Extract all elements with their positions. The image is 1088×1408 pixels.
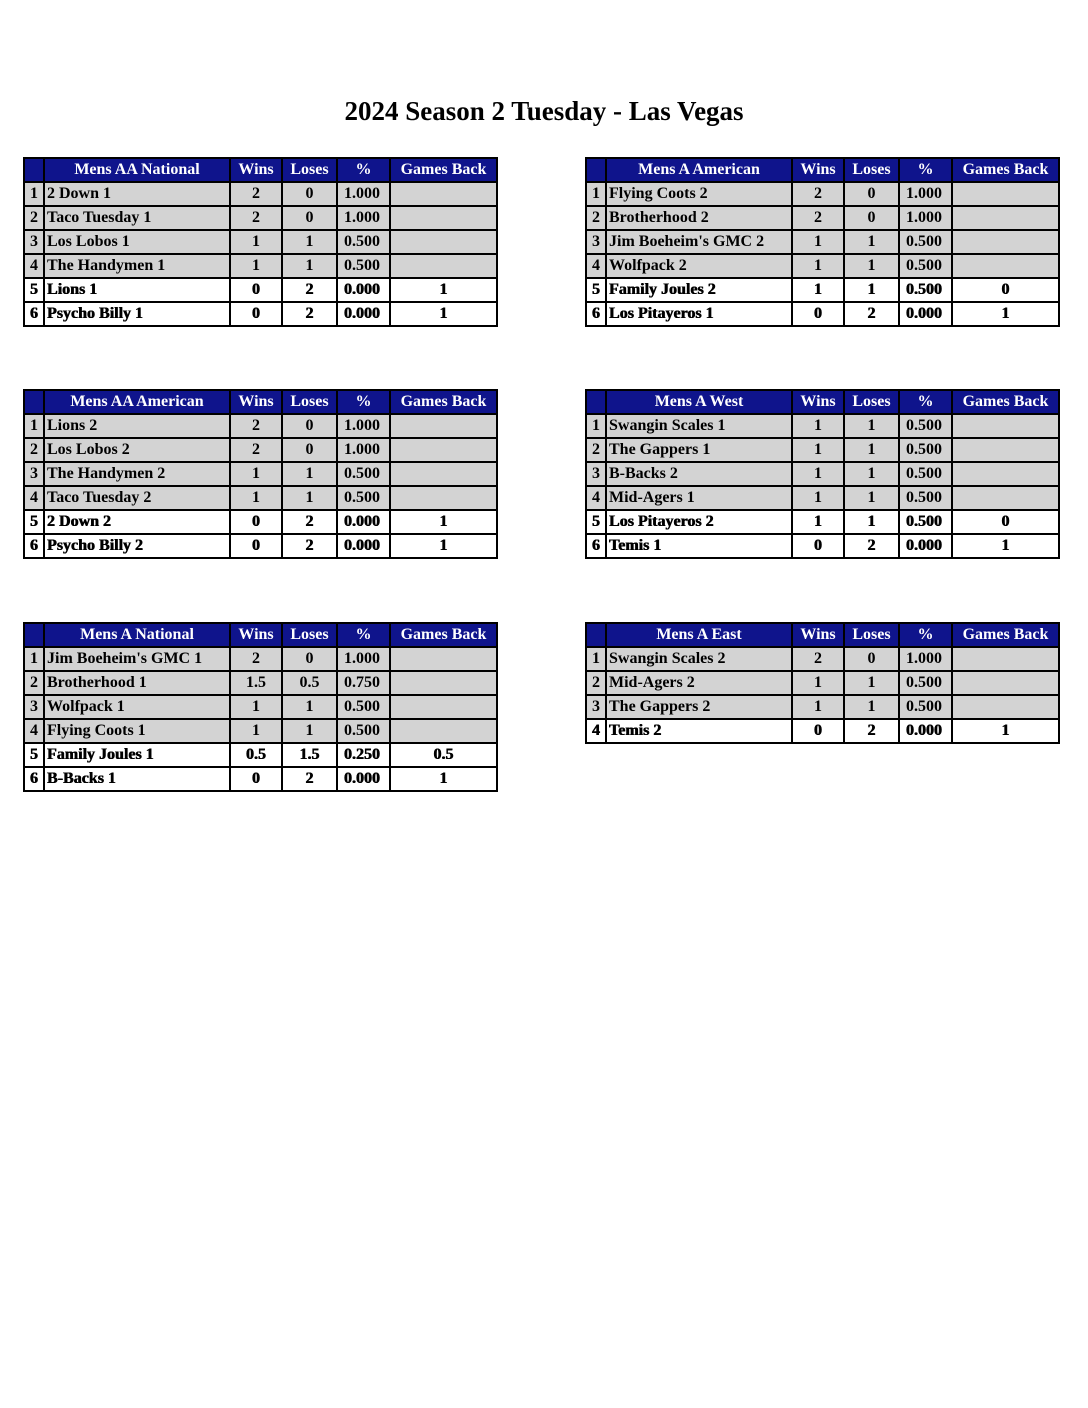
page-title: 2024 Season 2 Tuesday - Las Vegas: [344, 96, 744, 126]
standings-table-mens-a-west: [585, 389, 1060, 559]
standings-table-mens-aa-american: [23, 389, 498, 559]
table-row: [586, 438, 1059, 462]
games-back-cell: 1: [390, 278, 497, 302]
loses-cell: 0: [282, 438, 337, 462]
wins-cell: 2: [230, 414, 282, 438]
loses-cell: 1: [282, 695, 337, 719]
rank-cell: 1: [24, 414, 44, 438]
rank-cell: 3: [24, 695, 44, 719]
wins-cell: 1: [792, 486, 844, 510]
games-back-cell: [390, 254, 497, 278]
rank-cell: 6: [24, 302, 44, 326]
column-header-games-back: Games Back: [390, 623, 497, 647]
loses-cell: 1: [844, 486, 899, 510]
wins-cell: 0: [230, 302, 282, 326]
table-row: [586, 302, 1059, 326]
team-name-cell: Wolfpack 2: [606, 254, 792, 278]
wins-cell: 2: [230, 438, 282, 462]
rank-cell: 5: [586, 510, 606, 534]
pct-cell: 0.500: [337, 486, 390, 510]
pct-cell: 1.000: [337, 206, 390, 230]
games-back-cell: [952, 206, 1059, 230]
header-rank-cell: [24, 623, 44, 647]
column-header-games-back: Games Back: [952, 390, 1059, 414]
wins-cell: 1: [230, 230, 282, 254]
column-header-pct: %: [899, 390, 952, 414]
wins-cell: 2: [230, 182, 282, 206]
column-header-loses: Loses: [844, 623, 899, 647]
team-name-cell: The Handymen 1: [44, 254, 230, 278]
loses-cell: 1: [844, 671, 899, 695]
team-name-cell: Los Pitayeros 1: [606, 302, 792, 326]
column-header-loses: Loses: [282, 390, 337, 414]
pct-cell: 0.000: [337, 510, 390, 534]
loses-cell: 0: [282, 206, 337, 230]
loses-cell: 0: [844, 206, 899, 230]
games-back-cell: [952, 438, 1059, 462]
column-header-loses: Loses: [282, 623, 337, 647]
header-rank-cell: [24, 390, 44, 414]
table-header-row: [24, 623, 497, 647]
team-name-cell: Lions 1: [44, 278, 230, 302]
team-name-cell: The Handymen 2: [44, 462, 230, 486]
team-name-cell: Family Joules 2: [606, 278, 792, 302]
column-header-pct: %: [899, 623, 952, 647]
team-name-cell: Taco Tuesday 1: [44, 206, 230, 230]
loses-cell: 1: [844, 414, 899, 438]
rank-cell: 5: [24, 278, 44, 302]
wins-cell: 2: [792, 182, 844, 206]
rank-cell: 3: [24, 230, 44, 254]
loses-cell: 1: [844, 438, 899, 462]
table-row: [586, 695, 1059, 719]
team-name-cell: B-Backs 2: [606, 462, 792, 486]
division-name: Mens A National: [44, 623, 230, 647]
column-header-pct: %: [337, 390, 390, 414]
pct-cell: 0.000: [899, 719, 952, 743]
games-back-cell: [952, 182, 1059, 206]
team-name-cell: Los Lobos 1: [44, 230, 230, 254]
wins-cell: 0: [230, 510, 282, 534]
pct-cell: 0.500: [899, 254, 952, 278]
pct-cell: 0.750: [337, 671, 390, 695]
games-back-cell: [952, 647, 1059, 671]
loses-cell: 0: [282, 414, 337, 438]
games-back-cell: [952, 695, 1059, 719]
pct-cell: 1.000: [337, 438, 390, 462]
team-name-cell: Temis 1: [606, 534, 792, 558]
loses-cell: 1: [282, 486, 337, 510]
games-back-cell: 1: [390, 767, 497, 791]
table-row: [586, 534, 1059, 558]
loses-cell: 2: [844, 534, 899, 558]
table-row: [24, 254, 497, 278]
column-header-pct: %: [337, 158, 390, 182]
wins-cell: 1: [792, 510, 844, 534]
loses-cell: 2: [282, 534, 337, 558]
team-name-cell: Flying Coots 2: [606, 182, 792, 206]
table-row: [24, 510, 497, 534]
team-name-cell: Taco Tuesday 2: [44, 486, 230, 510]
loses-cell: 0: [282, 647, 337, 671]
games-back-cell: [952, 414, 1059, 438]
wins-cell: 1: [230, 695, 282, 719]
wins-cell: 1: [792, 414, 844, 438]
pct-cell: 0.500: [899, 438, 952, 462]
games-back-cell: 1: [390, 302, 497, 326]
games-back-cell: 0: [952, 278, 1059, 302]
rank-cell: 3: [24, 462, 44, 486]
pct-cell: 0.500: [899, 510, 952, 534]
loses-cell: 1: [282, 254, 337, 278]
team-name-cell: Family Joules 1: [44, 743, 230, 767]
pct-cell: 0.000: [337, 534, 390, 558]
wins-cell: 1: [230, 719, 282, 743]
games-back-cell: 1: [952, 719, 1059, 743]
table-row: [24, 486, 497, 510]
rank-cell: 3: [586, 695, 606, 719]
games-back-cell: 1: [952, 302, 1059, 326]
pct-cell: 0.500: [337, 695, 390, 719]
standings-table-mens-a-national: [23, 622, 498, 792]
pct-cell: 0.500: [899, 462, 952, 486]
rank-cell: 6: [24, 534, 44, 558]
games-back-cell: [952, 486, 1059, 510]
column-header-pct: %: [337, 623, 390, 647]
team-name-cell: Wolfpack 1: [44, 695, 230, 719]
table-header-row: [586, 390, 1059, 414]
column-header-wins: Wins: [230, 158, 282, 182]
table-row: [24, 182, 497, 206]
column-header-wins: Wins: [792, 158, 844, 182]
header-rank-cell: [586, 623, 606, 647]
table-row: [586, 486, 1059, 510]
table-row: [24, 671, 497, 695]
table-row: [24, 534, 497, 558]
games-back-cell: 0.5: [390, 743, 497, 767]
wins-cell: 0: [230, 278, 282, 302]
column-header-wins: Wins: [230, 390, 282, 414]
rank-cell: 4: [586, 486, 606, 510]
rank-cell: 3: [586, 230, 606, 254]
loses-cell: 2: [844, 719, 899, 743]
column-header-games-back: Games Back: [952, 623, 1059, 647]
games-back-cell: [390, 438, 497, 462]
pct-cell: 0.500: [899, 414, 952, 438]
team-name-cell: 2 Down 2: [44, 510, 230, 534]
table-row: [586, 462, 1059, 486]
pct-cell: 1.000: [899, 182, 952, 206]
pct-cell: 0.500: [337, 719, 390, 743]
games-back-cell: [952, 230, 1059, 254]
rank-cell: 4: [586, 719, 606, 743]
loses-cell: 1: [844, 230, 899, 254]
games-back-cell: 1: [390, 510, 497, 534]
pct-cell: 0.500: [337, 462, 390, 486]
pct-cell: 0.500: [337, 230, 390, 254]
table-row: [24, 743, 497, 767]
rank-cell: 4: [24, 254, 44, 278]
pct-cell: 0.500: [899, 278, 952, 302]
loses-cell: 1: [844, 462, 899, 486]
wins-cell: 0: [792, 719, 844, 743]
table-row: [586, 647, 1059, 671]
loses-cell: 0: [844, 182, 899, 206]
rank-cell: 1: [24, 647, 44, 671]
wins-cell: 1: [792, 254, 844, 278]
loses-cell: 1: [282, 719, 337, 743]
loses-cell: 1: [844, 695, 899, 719]
pct-cell: 0.500: [899, 486, 952, 510]
pct-cell: 0.000: [337, 767, 390, 791]
wins-cell: 1: [792, 695, 844, 719]
games-back-cell: [952, 462, 1059, 486]
column-header-pct: %: [899, 158, 952, 182]
wins-cell: 0.5: [230, 743, 282, 767]
header-rank-cell: [586, 390, 606, 414]
pct-cell: 0.500: [899, 671, 952, 695]
rank-cell: 1: [586, 647, 606, 671]
wins-cell: 1: [792, 671, 844, 695]
pct-cell: 1.000: [337, 414, 390, 438]
wins-cell: 0: [230, 534, 282, 558]
games-back-cell: [390, 647, 497, 671]
loses-cell: 1: [844, 278, 899, 302]
table-row: [586, 510, 1059, 534]
header-rank-cell: [24, 158, 44, 182]
team-name-cell: 2 Down 1: [44, 182, 230, 206]
team-name-cell: Psycho Billy 1: [44, 302, 230, 326]
wins-cell: 2: [792, 206, 844, 230]
table-header-row: [24, 158, 497, 182]
rank-cell: 4: [586, 254, 606, 278]
rank-cell: 4: [24, 486, 44, 510]
division-name: Mens A American: [606, 158, 792, 182]
pct-cell: 0.500: [899, 695, 952, 719]
wins-cell: 2: [792, 647, 844, 671]
loses-cell: 2: [282, 510, 337, 534]
wins-cell: 0: [230, 767, 282, 791]
team-name-cell: Mid-Agers 1: [606, 486, 792, 510]
table-row: [24, 414, 497, 438]
wins-cell: 1: [792, 278, 844, 302]
rank-cell: 2: [24, 206, 44, 230]
pct-cell: 0.000: [899, 302, 952, 326]
pct-cell: 0.500: [337, 254, 390, 278]
loses-cell: 0: [282, 182, 337, 206]
wins-cell: 1.5: [230, 671, 282, 695]
games-back-cell: [390, 462, 497, 486]
rank-cell: 1: [586, 414, 606, 438]
wins-cell: 0: [792, 534, 844, 558]
table-row: [586, 230, 1059, 254]
rank-cell: 2: [24, 438, 44, 462]
loses-cell: 1.5: [282, 743, 337, 767]
team-name-cell: Brotherhood 2: [606, 206, 792, 230]
pct-cell: 1.000: [899, 206, 952, 230]
rank-cell: 6: [586, 534, 606, 558]
rank-cell: 4: [24, 719, 44, 743]
division-name: Mens AA National: [44, 158, 230, 182]
pct-cell: 0.250: [337, 743, 390, 767]
team-name-cell: Psycho Billy 2: [44, 534, 230, 558]
loses-cell: 2: [844, 302, 899, 326]
team-name-cell: The Gappers 2: [606, 695, 792, 719]
team-name-cell: Swangin Scales 1: [606, 414, 792, 438]
rank-cell: 5: [586, 278, 606, 302]
pct-cell: 0.000: [899, 534, 952, 558]
column-header-wins: Wins: [792, 623, 844, 647]
team-name-cell: Los Lobos 2: [44, 438, 230, 462]
team-name-cell: Swangin Scales 2: [606, 647, 792, 671]
loses-cell: 1: [844, 510, 899, 534]
column-header-loses: Loses: [844, 390, 899, 414]
division-name: Mens AA American: [44, 390, 230, 414]
rank-cell: 5: [24, 510, 44, 534]
wins-cell: 1: [230, 486, 282, 510]
table-row: [24, 438, 497, 462]
loses-cell: 1: [282, 230, 337, 254]
column-header-wins: Wins: [230, 623, 282, 647]
team-name-cell: Jim Boeheim's GMC 1: [44, 647, 230, 671]
table-row: [586, 278, 1059, 302]
wins-cell: 1: [230, 462, 282, 486]
pct-cell: 1.000: [899, 647, 952, 671]
rank-cell: 6: [586, 302, 606, 326]
games-back-cell: [390, 695, 497, 719]
games-back-cell: [390, 230, 497, 254]
team-name-cell: Brotherhood 1: [44, 671, 230, 695]
team-name-cell: The Gappers 1: [606, 438, 792, 462]
rank-cell: 3: [586, 462, 606, 486]
games-back-cell: [390, 414, 497, 438]
table-row: [586, 254, 1059, 278]
games-back-cell: 0: [952, 510, 1059, 534]
pct-cell: 0.500: [899, 230, 952, 254]
loses-cell: 0: [844, 647, 899, 671]
wins-cell: 1: [792, 462, 844, 486]
team-name-cell: Flying Coots 1: [44, 719, 230, 743]
wins-cell: 0: [792, 302, 844, 326]
division-name: Mens A West: [606, 390, 792, 414]
table-row: [586, 719, 1059, 743]
column-header-loses: Loses: [844, 158, 899, 182]
team-name-cell: Mid-Agers 2: [606, 671, 792, 695]
loses-cell: 1: [844, 254, 899, 278]
loses-cell: 0.5: [282, 671, 337, 695]
table-row: [24, 230, 497, 254]
table-header-row: [586, 623, 1059, 647]
pct-cell: 1.000: [337, 647, 390, 671]
games-back-cell: [390, 719, 497, 743]
table-row: [586, 206, 1059, 230]
pct-cell: 1.000: [337, 182, 390, 206]
wins-cell: 1: [792, 230, 844, 254]
rank-cell: 1: [586, 182, 606, 206]
table-row: [24, 278, 497, 302]
loses-cell: 2: [282, 302, 337, 326]
table-row: [24, 767, 497, 791]
table-header-row: [24, 390, 497, 414]
rank-cell: 6: [24, 767, 44, 791]
table-row: [24, 719, 497, 743]
rank-cell: 2: [586, 671, 606, 695]
rank-cell: 2: [586, 206, 606, 230]
table-row: [24, 302, 497, 326]
table-row: [586, 182, 1059, 206]
table-row: [586, 671, 1059, 695]
loses-cell: 1: [282, 462, 337, 486]
team-name-cell: Jim Boeheim's GMC 2: [606, 230, 792, 254]
standings-table-mens-aa-national: [23, 157, 498, 327]
pct-cell: 0.000: [337, 302, 390, 326]
games-back-cell: [390, 206, 497, 230]
team-name-cell: B-Backs 1: [44, 767, 230, 791]
table-row: [24, 462, 497, 486]
column-header-games-back: Games Back: [390, 158, 497, 182]
column-header-games-back: Games Back: [390, 390, 497, 414]
rank-cell: 2: [24, 671, 44, 695]
wins-cell: 1: [792, 438, 844, 462]
games-back-cell: [952, 671, 1059, 695]
column-header-loses: Loses: [282, 158, 337, 182]
games-back-cell: 1: [952, 534, 1059, 558]
header-rank-cell: [586, 158, 606, 182]
standings-table-mens-a-american: [585, 157, 1060, 327]
pct-cell: 0.000: [337, 278, 390, 302]
table-header-row: [586, 158, 1059, 182]
team-name-cell: Temis 2: [606, 719, 792, 743]
rank-cell: 1: [24, 182, 44, 206]
table-row: [24, 695, 497, 719]
table-row: [586, 414, 1059, 438]
team-name-cell: Los Pitayeros 2: [606, 510, 792, 534]
table-row: [24, 647, 497, 671]
column-header-wins: Wins: [792, 390, 844, 414]
games-back-cell: 1: [390, 534, 497, 558]
wins-cell: 2: [230, 206, 282, 230]
team-name-cell: Lions 2: [44, 414, 230, 438]
loses-cell: 2: [282, 767, 337, 791]
wins-cell: 1: [230, 254, 282, 278]
games-back-cell: [390, 182, 497, 206]
column-header-games-back: Games Back: [952, 158, 1059, 182]
loses-cell: 2: [282, 278, 337, 302]
games-back-cell: [390, 671, 497, 695]
games-back-cell: [390, 486, 497, 510]
standings-table-mens-a-east: [585, 622, 1060, 744]
rank-cell: 5: [24, 743, 44, 767]
division-name: Mens A East: [606, 623, 792, 647]
wins-cell: 2: [230, 647, 282, 671]
games-back-cell: [952, 254, 1059, 278]
rank-cell: 2: [586, 438, 606, 462]
table-row: [24, 206, 497, 230]
